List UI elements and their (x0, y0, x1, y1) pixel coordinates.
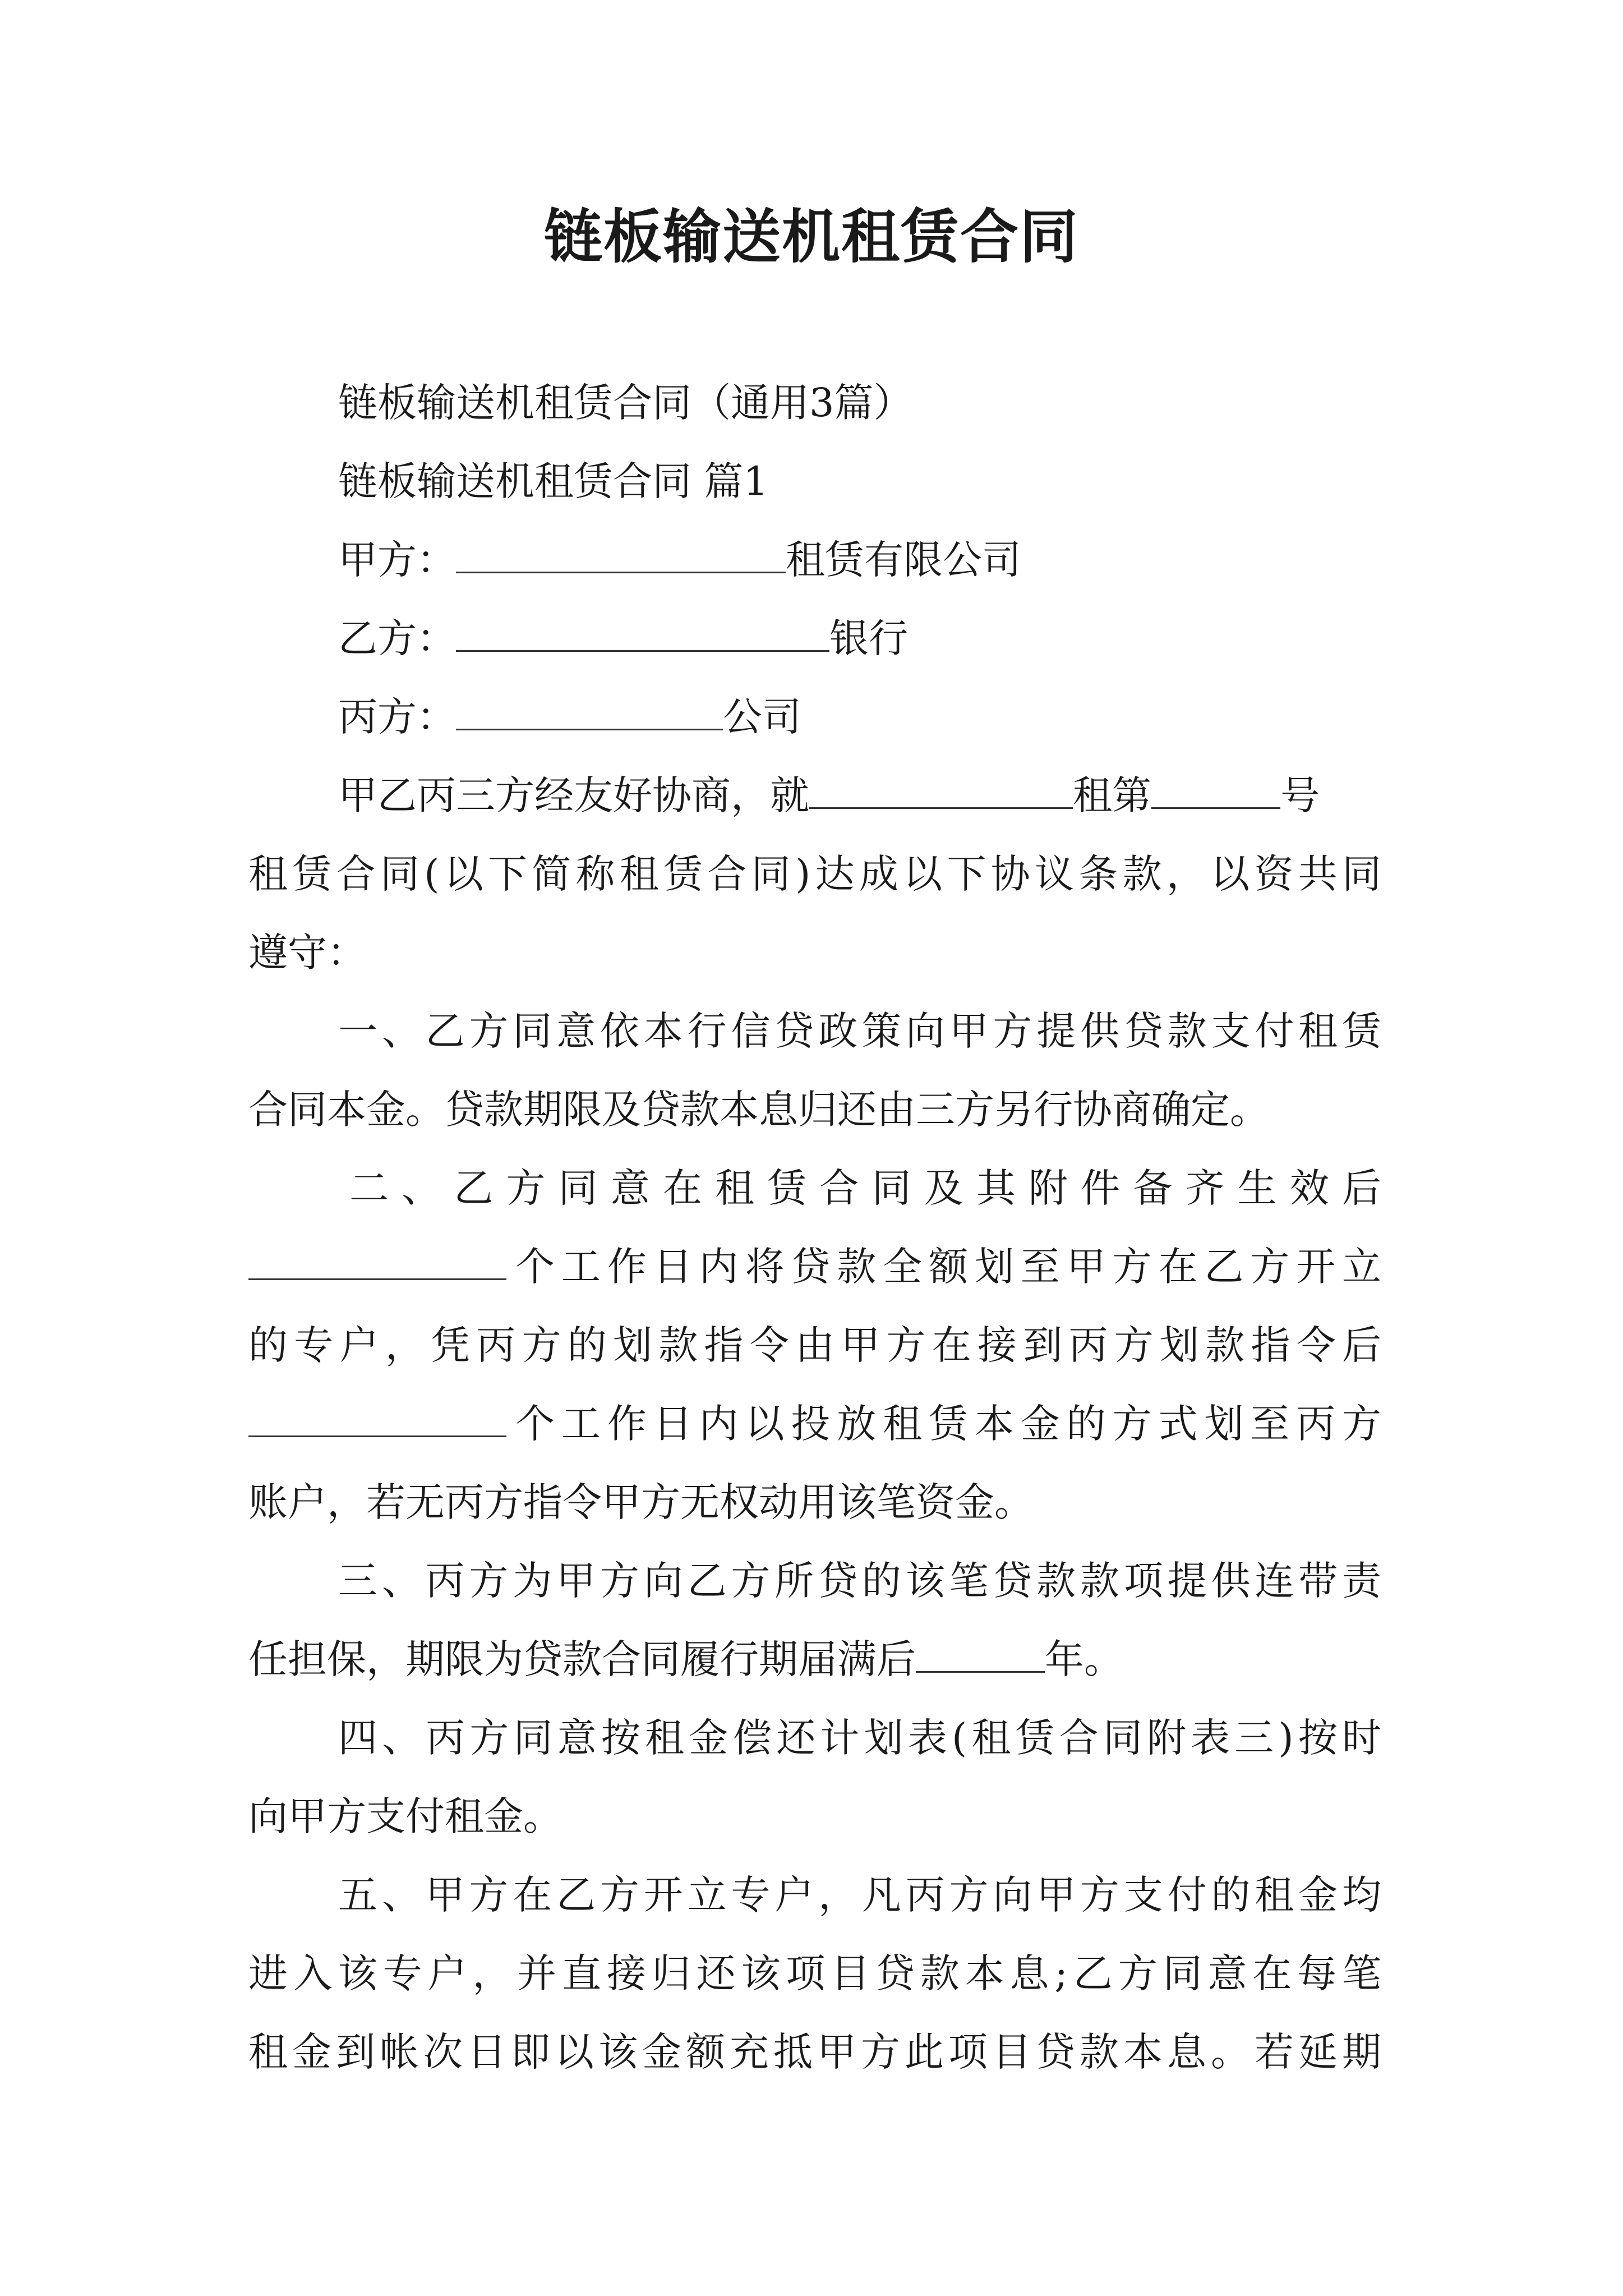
party-c-blank (456, 692, 723, 730)
clause-4-line-2: 向甲方支付租金。 (248, 1793, 562, 1839)
party-c-name: 公司 (723, 694, 801, 740)
clause-4-line-1: 四、丙方同意按租金偿还计划表(租赁合同附表三)按时 (338, 1715, 1381, 1761)
intro-line-2: 租赁合同(以下简称租赁合同)达成以下协议条款，以资共同 (248, 851, 1381, 897)
party-c-line (338, 689, 801, 745)
clause-5-line-2: 进入该专户，并直接归还该项目贷款本息;乙方同意在每笔 (248, 1950, 1381, 1996)
clause-3-line-1: 三、丙方为甲方向乙方所贷的该笔贷款款项提供连带责 (338, 1558, 1381, 1604)
intro-text-a: 甲乙丙三方经友好协商，就 (338, 772, 809, 818)
party-a-blank (456, 535, 786, 573)
intro-blank-1 (809, 770, 1073, 809)
clause-3-text-b: 年。 (1045, 1636, 1123, 1682)
document-title: 链板输送机租赁合同 (543, 203, 1079, 271)
clause-3-line-2 (248, 1631, 1123, 1687)
clause-1-line-2: 合同本金。贷款期限及贷款本息归还由三方另行协商确定。 (248, 1087, 1269, 1133)
party-b-blank (456, 613, 829, 652)
clause-1-line-1: 一、乙方同意依本行信贷政策向甲方提供贷款支付租赁 (338, 1008, 1381, 1054)
clause-2-text-4: 个工作日内以投放租赁本金的方式划至丙方 (515, 1401, 1381, 1447)
party-a-name: 租赁有限公司 (786, 537, 1021, 583)
clause-5-line-3: 租金到帐次日即以该金额充抵甲方此项目贷款本息。若延期 (248, 2029, 1381, 2075)
party-c-label: 丙方： (338, 694, 456, 740)
document-subtitle: 链板输送机租赁合同（通用3篇） (338, 380, 913, 426)
party-b-name: 银行 (829, 615, 908, 661)
section-heading: 链板输送机租赁合同 篇1 (338, 458, 768, 504)
intro-blank-2 (1151, 770, 1280, 809)
clause-3-text-a: 任担保，期限为贷款合同履行期届满后 (248, 1636, 916, 1682)
clause-2-line-3: 的专户，凭丙方的划款指令由甲方在接到丙方划款指令后 (248, 1322, 1381, 1368)
clause-2-line-1: 二、乙方同意在租赁合同及其附件备齐生效后 (349, 1165, 1381, 1211)
party-b-line (338, 610, 908, 666)
intro-text-c: 号 (1280, 772, 1320, 818)
clause-3-blank (916, 1634, 1045, 1673)
clause-2-line-5: 账户，若无丙方指令甲方无权动用该笔资金。 (248, 1479, 1034, 1525)
intro-text-b: 租第 (1073, 772, 1151, 818)
clause-2-line-4 (248, 1396, 1381, 1452)
clause-5-line-1: 五、甲方在乙方开立专户，凡丙方向甲方支付的租金均 (338, 1872, 1381, 1918)
party-b-label: 乙方： (338, 615, 456, 661)
clause-2-blank-2 (248, 1398, 506, 1437)
clause-2-line-2 (248, 1239, 1381, 1295)
intro-line-1 (338, 767, 1320, 823)
clause-2-text-2: 个工作日内将贷款全额划至甲方在乙方开立 (515, 1244, 1381, 1290)
party-a-label: 甲方： (338, 537, 456, 583)
clause-2-blank-1 (248, 1241, 506, 1280)
intro-line-3: 遵守： (248, 930, 366, 976)
party-a-line (338, 532, 1021, 588)
